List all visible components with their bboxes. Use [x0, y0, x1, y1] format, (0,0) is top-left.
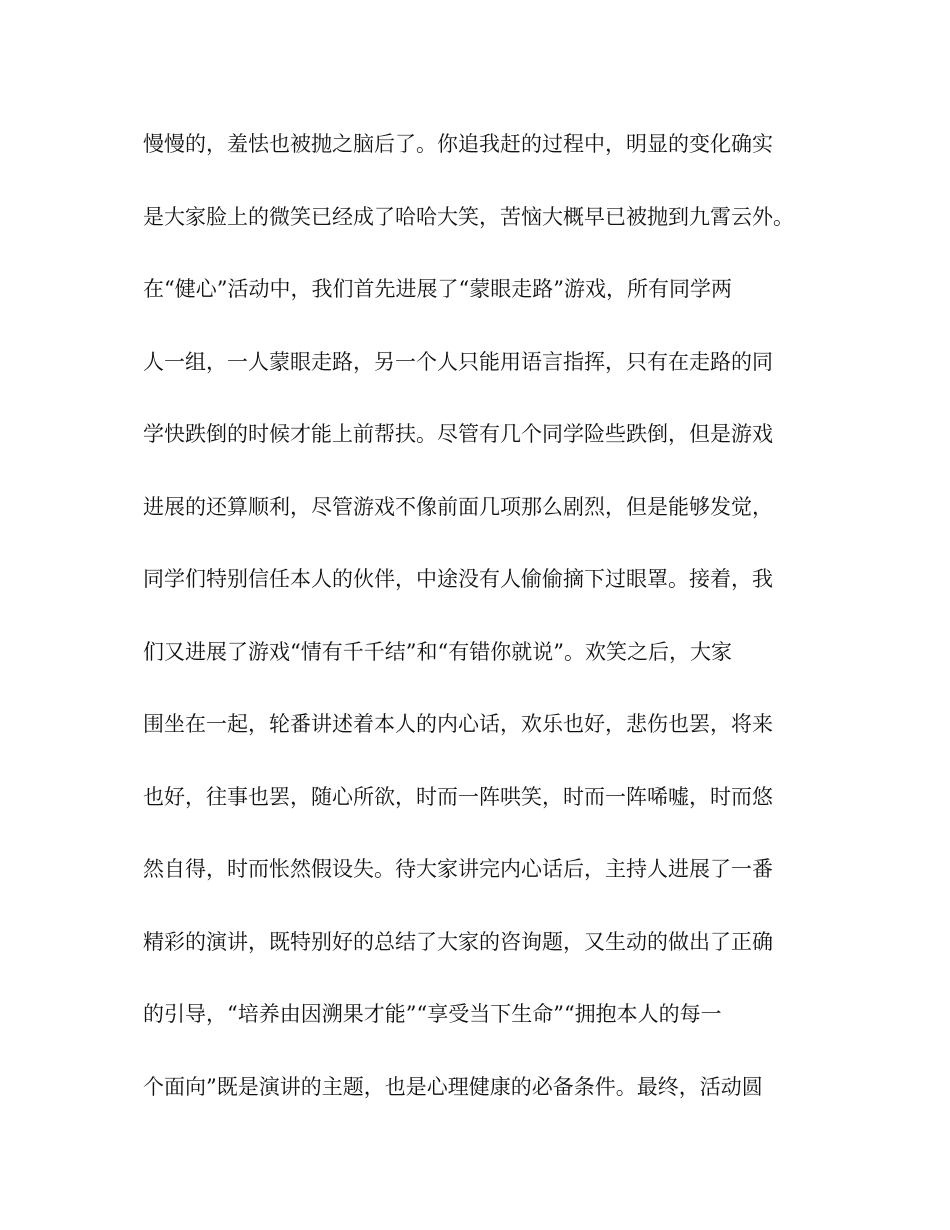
- text-line: 也好，往事也罢，随心所欲，时而一阵哄笑，时而一阵唏嘘，时而悠: [143, 784, 773, 809]
- text-line: 精彩的演讲，既特别好的总结了大家的咨询题，又生动的做出了正确: [143, 929, 773, 954]
- text-line: 进展的还算顺利，尽管游戏不像前面几项那么剧烈，但是能够发觉，: [143, 494, 773, 519]
- text-line: 然自得，时而怅然假设失。待大家讲完内心话后，主持人进展了一番: [143, 857, 773, 881]
- text-line: 们又进展了游戏“情有千千结”和“有错你就说”。欢笑之后，大家: [143, 639, 732, 664]
- text-line: 个面向”既是演讲的主题，也是心理健康的必备条件。最终，活动圆: [143, 1074, 763, 1099]
- text-line: 在“健心”活动中，我们首先进展了“蒙眼走路”游戏，所有同学两: [143, 277, 732, 301]
- text-line: 人一组，一人蒙眼走路，另一个人只能用语言指挥，只有在走路的同: [143, 349, 773, 374]
- text-line: 的引导，“培养由因溯果才能”“享受当下生命”“拥抱本人的每一: [143, 1002, 722, 1026]
- text-line: 学快跌倒的时候才能上前帮扶。尽管有几个同学险些跌倒，但是游戏: [143, 422, 773, 446]
- text-line: 是大家脸上的微笑已经成了哈哈大笑，苦恼大概早已被抛到九霄云外。: [143, 204, 794, 229]
- text-line: 围坐在一起，轮番讲述着本人的内心话，欢乐也好，悲伤也罢，将来: [143, 712, 773, 736]
- text-line: 慢慢的，羞怯也被抛之脑后了。你追我赶的过程中，明显的变化确实: [143, 132, 773, 156]
- text-line: 同学们特别信任本人的伙伴，中途没有人偷偷摘下过眼罩。接着，我: [143, 567, 773, 591]
- body-text: [143, 126, 823, 1141]
